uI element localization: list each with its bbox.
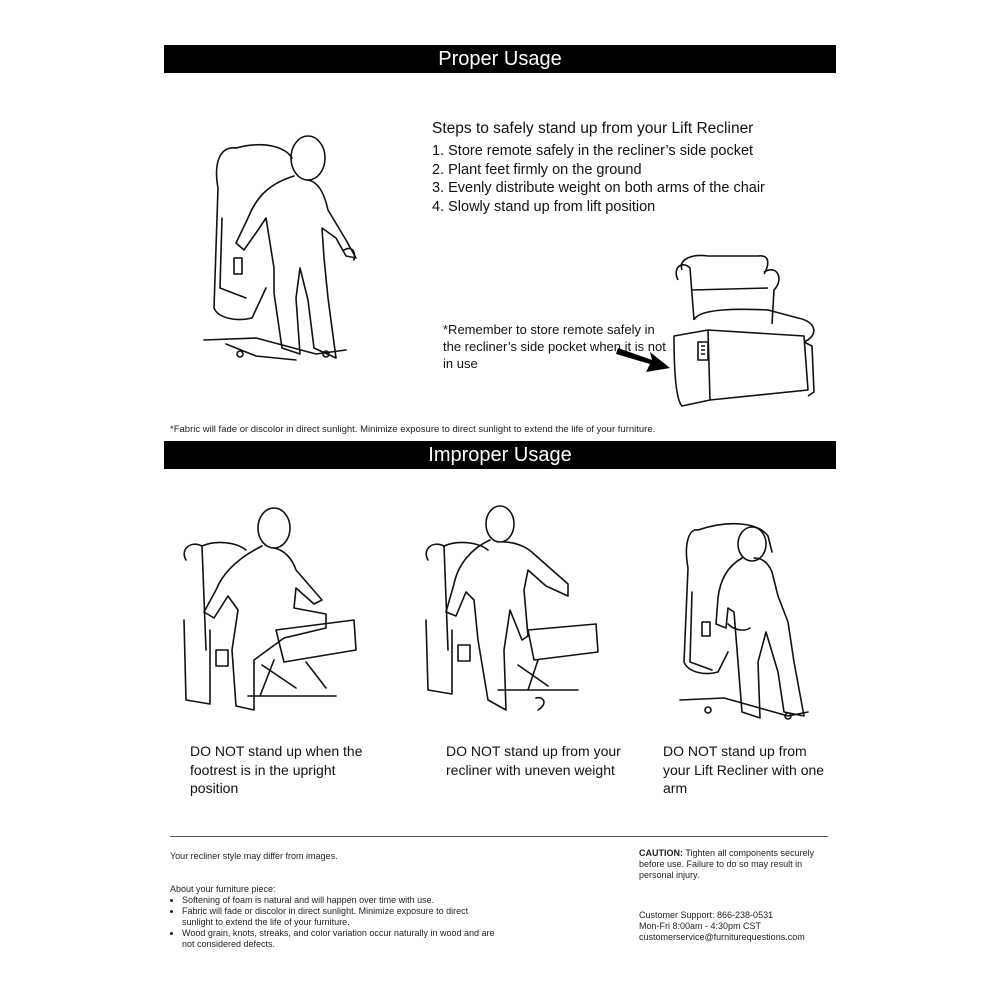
support-phone: Customer Support: 866-238-0531 xyxy=(639,910,774,920)
steps-title: Steps to safely stand up from your Lift Recliner xyxy=(432,120,754,137)
caution-text: Tighten all components securely before use. Failure to do so may result in personal injury. xyxy=(639,848,815,880)
safe-standing-steps xyxy=(432,120,832,216)
about-item: • Wood grain, knots, streaks, and color variation occur naturally in wood and are not considered defects. xyxy=(182,928,500,950)
step-item: 1. Store remote safely in the recliner’s side pocket xyxy=(432,143,754,159)
step-item: 3. Evenly distribute weight on both arms of the chair xyxy=(432,180,765,196)
improper-usage-header: Improper Usage xyxy=(164,441,836,469)
proper-usage-header: Proper Usage xyxy=(164,45,836,73)
support-email: customerservice@furniturequestions.com xyxy=(639,932,805,942)
recliner-remote-pocket-illustration xyxy=(668,250,828,410)
warning-footrest: DO NOT stand up when the footrest is in the upright position xyxy=(190,743,363,796)
caution-note xyxy=(639,848,839,881)
footer-divider xyxy=(170,836,828,837)
improper-one-arm-illustration xyxy=(668,512,828,732)
about-furniture-section xyxy=(170,884,500,950)
caution-label: CAUTION: xyxy=(639,848,683,858)
about-title: About your furniture piece: xyxy=(170,884,276,894)
warning-uneven-weight: DO NOT stand up from your recliner with uneven weight xyxy=(446,743,621,778)
improper-uneven-weight-illustration xyxy=(418,500,608,730)
style-variation-note: Your recliner style may differ from images. xyxy=(170,851,338,861)
step-item: 4. Slowly stand up from lift position xyxy=(432,198,656,215)
about-item: • Softening of foam is natural and will happen over time with use. xyxy=(182,895,500,906)
improper-footrest-illustration xyxy=(176,500,366,730)
warning-one-arm: DO NOT stand up from your Lift Recliner with one arm xyxy=(663,743,825,796)
about-item: • Fabric will fade or discolor in direct sunlight. Minimize exposure to direct sunlight to extend the life of your furniture. xyxy=(182,906,500,928)
fabric-sunlight-note: *Fabric will fade or discolor in direct sunlight. Minimize exposure to direct sunlight to extend the life of your furniture. xyxy=(170,424,656,435)
step-item: 2. Plant feet firmly on the ground xyxy=(432,161,642,178)
remember-remote-note: *Remember to store remote safely in the recliner’s side pocket when it is not in use xyxy=(443,322,666,371)
customer-support-info xyxy=(639,910,849,943)
proper-standing-illustration xyxy=(196,118,371,378)
support-hours: Mon-Fri 8:00am - 4:30pm CST xyxy=(639,921,762,931)
